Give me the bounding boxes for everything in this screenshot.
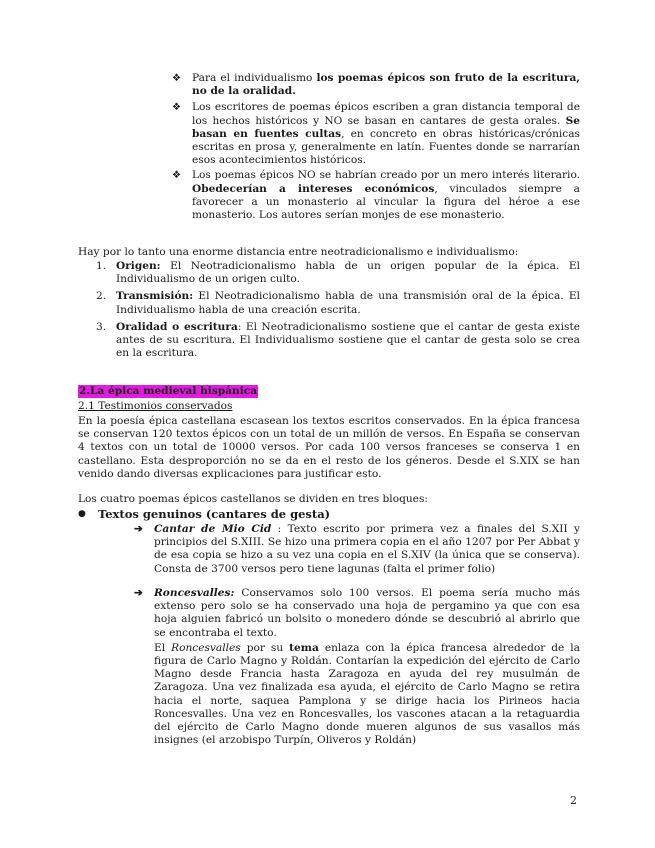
numbered-list — [78, 260, 580, 361]
diamond-bullet-icon: ❖ — [172, 170, 181, 182]
diamond-bullet-icon: ❖ — [172, 73, 181, 84]
list-item: 3. Oralidad o escritura: El Neotradicionalismo sostiene que el cantar de gesta existe antes de su escritura. El Individualismo sostiene que el cantar de gesta solo se crea en la escritura. — [96, 320, 580, 360]
list-item: ❖ Los poemas épicos NO se habrían creado por un mero interés literario. Obedecerían a intereses económicos, vinculados siempre a favorecer a un monasterio al vincular la figura del héroe a ese monasterio. Los autores serían monjes de ese monasterio. — [172, 169, 581, 222]
list-item: ❖ Los escritores de poemas épicos escriben a gran distancia temporal de los hechos históricos y NO se basan en cantares de gesta orales. Se basan en fuentes cultas, en concreto en obras históricas/crónicas escritas en prosa y, generalmente en latín. Fuentes donde se narrarían esos acontecimientos históricos. — [172, 101, 580, 167]
list-number: 2. — [96, 290, 107, 303]
paragraph: En la poesía épica castellana escasean los textos escritos conservados. En la épica francesa se conservan 120 textos épicos con un total de un millón de versos. En España se conservan 4 textos con un total de 10000 versos. Por cada 100 versos franceses se conserva 1 en castellano. Esta desproporción no se da en el resto de los géneros. Desde el S.XIX se han venido dando diversas explicaciones para justificar esto. — [78, 415, 580, 480]
arrow-icon: ➔ — [134, 523, 143, 535]
list-item: 2. Transmisión: El Neotradicionalismo habla de una transmisión oral de la épica. El Individualismo habla de una creación escrita. — [96, 290, 580, 316]
arrow-icon: ➔ — [134, 587, 143, 599]
list-item: 1. Origen: El Neotradicionalismo habla de un origen popular de la épica. El Individualismo de un origen culto. — [96, 260, 580, 286]
subsection-title: 2.1 Testimonios conservados — [78, 400, 233, 412]
intro-line: Hay por lo tanto una enorme distancia entre neotradicionalismo e individualismo: — [78, 246, 519, 258]
arrow-item-cantar: ➔ Cantar de Mio Cid : Texto escrito por primera vez a finales del S.XII y principios del S.XIII. Se hizo una primera copia en el año 1207 por Per Abbat y de esa copia se hizo a su vez una copia en el S.XIV (la única que se conserva). Consta de 3700 versos pero tiene lagunas (falta el primer folio) — [134, 523, 580, 575]
bullet-heading: ● Textos genuinos (cantares de gesta) — [78, 507, 331, 521]
arrow-item-roncesvalles: ➔ Roncesvalles: Conservamos solo 100 versos. El poema sería mucho más extenso pero solo se ha conservado una hoja de pergamino ya que con esa hoja alguien fabricó un bolsito o monedero dónde se descubrió al abrirlo que se encontraba el texto. El Roncesvalles por su tema enlaza con la épica francesa alrededor de la figura de Carlo Magno y Roldán. Contarían la expedición del ejército de Carlo Magno desde Francia hasta Zaragoza en ayuda del rey musulmán de Zaragoza. Una vez finalizada esa ayuda, el ejército de Carlo Magno se retira hacia el norte, saquea Pamplona y se dirige hacia los Pirineos hacia Roncesvalles. Una vez en Roncesvalles, los vascones atacan a la retaguardia del ejército de Carlo Magno donde mueren algunos de sus vasallos más insignes (el arzobispo Turpín, Oliveros y Roldán) — [134, 587, 580, 747]
list-number: 1. — [96, 260, 107, 272]
section-title: 2.La épica medieval hispánica — [79, 385, 258, 397]
diamond-bullet-icon: ❖ — [172, 102, 181, 114]
list-item: ❖ Para el individualismo los poemas épicos son fruto de la escritura, no de la oralidad. — [172, 72, 581, 98]
bullet-dot-icon: ● — [78, 509, 86, 519]
paragraph: El Roncesvalles por su tema enlaza con la épica francesa alrededor de la figura de Carlo Magno y Roldán. Contarían la expedición del ejército de Carlo Magno desde Francia hasta Zaragoza en ayuda del rey musulmán de Zaragoza. Una vez finalizada esa ayuda, el ejército de Carlo Magno se retira hacia el norte, saquea Pamplona y se dirige hacia los Pirineos hacia Roncesvalles. Una vez en Roncesvalles, los vascones atacan a la retaguardia del ejército de Carlo Magno donde mueren algunos de sus vasallos más insignes (el arzobispo Turpín, Oliveros y Roldán) — [154, 641, 580, 747]
diamond-list — [172, 72, 580, 222]
list-number: 3. — [96, 320, 107, 333]
paragraph: Los cuatro poemas épicos castellanos se dividen en tres bloques: — [78, 493, 428, 505]
page-number: 2 — [570, 794, 577, 807]
